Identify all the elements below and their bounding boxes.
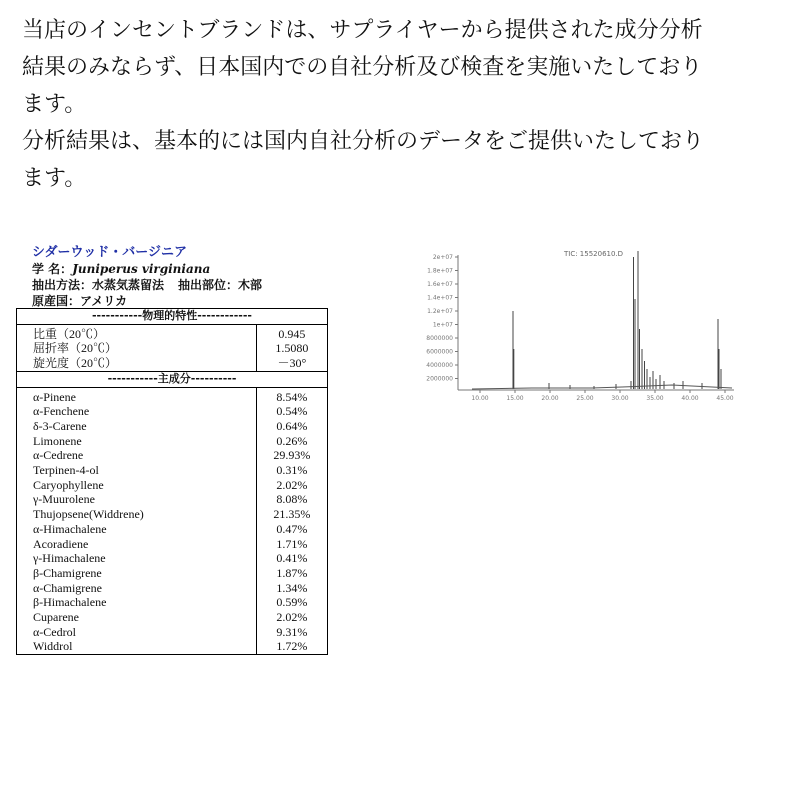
item-name: Limonene (33, 433, 82, 448)
item-value: 0.64% (256, 419, 327, 434)
item-name: Terpinen-4-ol (33, 463, 99, 478)
item-value: 9.31% (256, 625, 327, 640)
method-label: 抽出方法： (32, 278, 93, 292)
item-value: 29.93% (256, 448, 327, 463)
item-name: α-Cedrene (33, 448, 84, 463)
section-title: -----------物理的特性------------ (17, 309, 328, 325)
item-name: γ-Muurolene (33, 492, 95, 507)
y-tick-label: 8000000 (426, 335, 453, 342)
table-row (17, 581, 328, 596)
item-name: α-Cedrol (33, 624, 76, 639)
table-row (17, 595, 328, 610)
scientific-name-label: 学 名： (32, 262, 73, 276)
table-row (17, 522, 328, 537)
x-tick-label: 45.00 (716, 395, 734, 402)
intro-paragraph-2: 分析結果は、基本的には国内自社分析のデータをご提供いたしており ます。 (22, 129, 705, 191)
item-value: 0.945 (256, 324, 327, 341)
analysis-table (16, 308, 328, 655)
table-row (17, 507, 328, 522)
item-name: 比重（20℃） (33, 326, 106, 341)
intro-paragraph-1: 当店のインセントブランドは、サプライヤーから提供された成分分析 結果のみならず、日本国内での自社分析及び検査を実施いたしており ます。 (22, 18, 703, 117)
baseline (472, 385, 732, 389)
x-tick-label: 35.00 (646, 395, 664, 402)
table-row (17, 434, 328, 449)
x-tick-label: 30.00 (611, 395, 629, 402)
intro-text (22, 12, 792, 197)
y-tick-label: 4000000 (426, 362, 453, 369)
oil-name: シダーウッド・バージニア (32, 245, 187, 260)
item-value: 1.71% (256, 537, 327, 552)
item-value: 1.87% (256, 566, 327, 581)
table-row (17, 537, 328, 552)
item-value: 1.72% (256, 639, 327, 654)
item-name: α-Himachalene (33, 521, 107, 536)
origin-label: 原産国： (32, 294, 81, 308)
table-row (17, 387, 328, 404)
item-value: 0.26% (256, 434, 327, 449)
table-row (17, 324, 328, 341)
table-section-header (17, 309, 328, 325)
item-value: －30° (256, 356, 327, 371)
table-row (17, 610, 328, 625)
y-tick-label: 2000000 (426, 375, 453, 383)
table-row (17, 492, 328, 507)
extraction-row (32, 277, 332, 293)
item-value: 2.02% (256, 610, 327, 625)
y-tick-label: 2e+07 (432, 254, 453, 261)
x-tick-label: 40.00 (681, 395, 699, 402)
x-tick-label: 15.00 (506, 395, 524, 402)
table-row (17, 356, 328, 371)
y-tick-label: 1e+07 (432, 321, 453, 329)
y-tick-label: 6000000 (426, 348, 453, 356)
item-name: Acoradiene (33, 536, 89, 551)
item-name: 屈折率（20℃） (33, 341, 118, 356)
y-tick-label: 1.8e+07 (427, 267, 453, 275)
x-tick-label: 25.00 (576, 395, 594, 402)
table-row (17, 419, 328, 434)
item-name: α-Pinene (33, 389, 76, 404)
x-tick-label: 10.00 (471, 395, 489, 402)
origin-value: アメリカ (80, 294, 128, 308)
item-name: Thujopsene(Widdrene) (33, 507, 144, 522)
item-value: 1.34% (256, 581, 327, 596)
part-value: 木部 (238, 278, 263, 292)
chromatogram-label: TIC: 15520610.D (564, 250, 624, 258)
item-name: γ-Himachalene (33, 551, 106, 566)
table-row (17, 478, 328, 493)
method-value: 水蒸気蒸留法 (92, 278, 165, 292)
section-title: -----------主成分---------- (17, 371, 328, 387)
x-tick-label: 20.00 (541, 395, 559, 402)
table-row (17, 448, 328, 463)
scientific-name-row (32, 261, 332, 277)
table-section-header (17, 371, 328, 387)
gc-chromatogram (412, 243, 742, 403)
table-row (17, 341, 328, 356)
item-name: Widdrol (33, 639, 73, 654)
item-name: Cuparene (33, 610, 79, 625)
item-value: 0.54% (256, 404, 327, 419)
item-value: 8.54% (256, 387, 327, 404)
table-row (17, 551, 328, 566)
item-value: 1.5080 (256, 341, 327, 356)
table-row (17, 463, 328, 478)
table-row (17, 639, 328, 654)
part-label: 抽出部位： (178, 278, 239, 292)
y-tick-label: 1.4e+07 (427, 294, 453, 302)
item-name: δ-3-Carene (33, 418, 87, 433)
item-name: α-Chamigrene (33, 580, 102, 595)
item-name: 旋光度（20℃） (33, 356, 118, 371)
scientific-name: Juniperus virginiana (72, 262, 211, 276)
item-value: 2.02% (256, 478, 327, 493)
item-value: 0.41% (256, 551, 327, 566)
item-value: 21.35% (256, 507, 327, 522)
item-name: α-Fenchene (33, 404, 90, 419)
item-name: β-Himachalene (33, 595, 107, 610)
table-row (17, 404, 328, 419)
table-row (17, 566, 328, 581)
y-tick-label: 1.2e+07 (427, 308, 453, 315)
item-value: 0.31% (256, 463, 327, 478)
item-name: β-Chamigrene (33, 565, 102, 580)
analysis-sheet-header (32, 245, 332, 309)
y-tick-label: 1.6e+07 (427, 281, 453, 288)
item-value: 8.08% (256, 492, 327, 507)
item-value: 0.47% (256, 522, 327, 537)
origin-row (32, 293, 332, 309)
item-name: Caryophyllene (33, 477, 104, 492)
item-value: 0.59% (256, 595, 327, 610)
table-row (17, 625, 328, 640)
